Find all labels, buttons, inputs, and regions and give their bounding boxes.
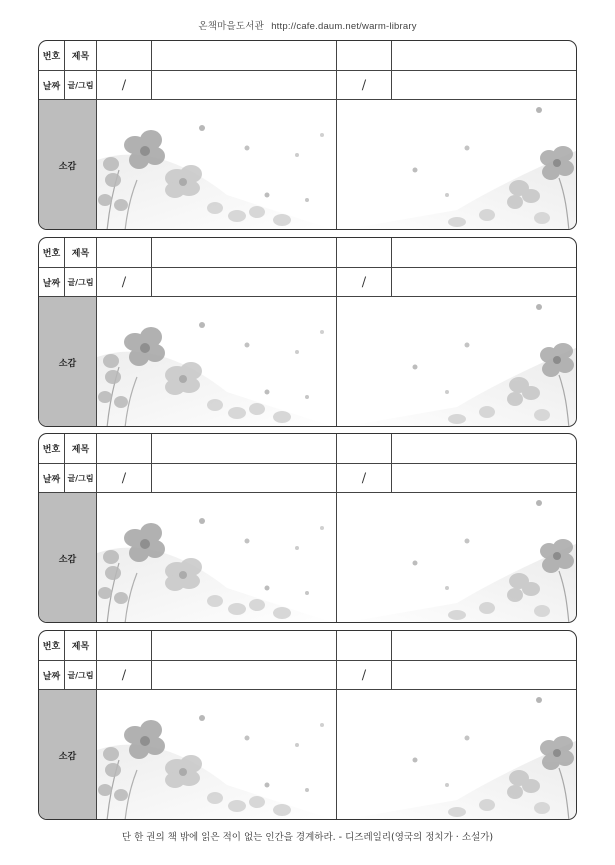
title-field-2[interactable] bbox=[152, 41, 337, 70]
review-row bbox=[39, 690, 576, 820]
title-field-1[interactable] bbox=[97, 434, 152, 463]
library-name: 온책마을도서관 bbox=[198, 21, 264, 32]
title-field-3[interactable] bbox=[337, 631, 392, 660]
review-area-left[interactable] bbox=[97, 493, 337, 623]
title-row bbox=[39, 41, 576, 71]
footer-quote: 단 한 권의 책 밖에 읽은 적이 없는 인간을 경계하라. - 디즈레일리(영국의 정치가 · 소설가) bbox=[121, 832, 494, 843]
date-divider: / bbox=[361, 274, 367, 290]
flower-illustration bbox=[97, 493, 337, 623]
author-field-left[interactable] bbox=[152, 464, 337, 492]
title-field-1[interactable] bbox=[97, 238, 152, 267]
author-field-left[interactable] bbox=[152, 268, 337, 296]
number-label: 번호 bbox=[39, 41, 65, 70]
date-divider: / bbox=[361, 77, 367, 93]
title-field-1[interactable] bbox=[97, 631, 152, 660]
author-field-left[interactable] bbox=[152, 71, 337, 99]
title-field-4[interactable] bbox=[392, 238, 577, 267]
date-divider: / bbox=[121, 77, 127, 93]
date-divider: / bbox=[121, 667, 127, 683]
author-field-right[interactable] bbox=[392, 464, 577, 492]
date-divider: / bbox=[121, 470, 127, 486]
review-label: 소감 bbox=[39, 690, 97, 820]
author-field-right[interactable] bbox=[392, 661, 577, 689]
author-field-right[interactable] bbox=[392, 71, 577, 99]
review-row bbox=[39, 100, 576, 230]
date-label: 날짜 bbox=[39, 268, 65, 296]
date-row bbox=[39, 268, 576, 297]
review-area-right[interactable] bbox=[337, 297, 577, 427]
title-label: 제목 bbox=[65, 238, 97, 267]
number-label: 번호 bbox=[39, 434, 65, 463]
title-row bbox=[39, 631, 576, 661]
date-divider: / bbox=[121, 274, 127, 290]
reading-log-card bbox=[38, 40, 577, 230]
title-field-2[interactable] bbox=[152, 238, 337, 267]
date-row bbox=[39, 464, 576, 493]
date-divider: / bbox=[361, 470, 367, 486]
author-field-right[interactable] bbox=[392, 268, 577, 296]
flower-illustration bbox=[97, 100, 337, 230]
flower-illustration bbox=[337, 493, 577, 623]
date-field-right[interactable] bbox=[337, 661, 392, 689]
title-label: 제목 bbox=[65, 41, 97, 70]
date-field-left[interactable] bbox=[97, 268, 152, 296]
flower-illustration bbox=[337, 690, 577, 820]
title-field-3[interactable] bbox=[337, 238, 392, 267]
date-field-left[interactable] bbox=[97, 464, 152, 492]
review-label: 소감 bbox=[39, 297, 97, 427]
review-area-left[interactable] bbox=[97, 297, 337, 427]
title-row bbox=[39, 238, 576, 268]
review-area-right[interactable] bbox=[337, 100, 577, 230]
page-header bbox=[0, 18, 615, 32]
date-label: 날짜 bbox=[39, 71, 65, 99]
review-label: 소감 bbox=[39, 493, 97, 623]
library-url: http://cafe.daum.net/warm-library bbox=[271, 21, 417, 32]
number-label: 번호 bbox=[39, 238, 65, 267]
review-area-left[interactable] bbox=[97, 100, 337, 230]
date-field-left[interactable] bbox=[97, 661, 152, 689]
author-label: 글/그림 bbox=[65, 268, 97, 296]
reading-log-card bbox=[38, 237, 577, 427]
date-label: 날짜 bbox=[39, 464, 65, 492]
flower-illustration bbox=[97, 690, 337, 820]
date-row bbox=[39, 661, 576, 690]
title-label: 제목 bbox=[65, 631, 97, 660]
flower-illustration bbox=[337, 297, 577, 427]
title-row bbox=[39, 434, 576, 464]
date-row bbox=[39, 71, 576, 100]
title-field-2[interactable] bbox=[152, 631, 337, 660]
review-area-left[interactable] bbox=[97, 690, 337, 820]
date-field-right[interactable] bbox=[337, 268, 392, 296]
review-row bbox=[39, 493, 576, 623]
date-label: 날짜 bbox=[39, 661, 65, 689]
number-label: 번호 bbox=[39, 631, 65, 660]
author-label: 글/그림 bbox=[65, 71, 97, 99]
author-field-left[interactable] bbox=[152, 661, 337, 689]
title-field-4[interactable] bbox=[392, 41, 577, 70]
flower-illustration bbox=[337, 100, 577, 230]
review-row bbox=[39, 297, 576, 427]
author-label: 글/그림 bbox=[65, 464, 97, 492]
title-field-2[interactable] bbox=[152, 434, 337, 463]
flower-illustration bbox=[97, 297, 337, 427]
title-field-3[interactable] bbox=[337, 41, 392, 70]
date-divider: / bbox=[361, 667, 367, 683]
author-label: 글/그림 bbox=[65, 661, 97, 689]
review-label: 소감 bbox=[39, 100, 97, 230]
date-field-right[interactable] bbox=[337, 464, 392, 492]
date-field-left[interactable] bbox=[97, 71, 152, 99]
title-field-4[interactable] bbox=[392, 631, 577, 660]
title-field-1[interactable] bbox=[97, 41, 152, 70]
reading-log-card bbox=[38, 433, 577, 623]
reading-log-card bbox=[38, 630, 577, 820]
date-field-right[interactable] bbox=[337, 71, 392, 99]
review-area-right[interactable] bbox=[337, 493, 577, 623]
review-area-right[interactable] bbox=[337, 690, 577, 820]
title-field-4[interactable] bbox=[392, 434, 577, 463]
title-field-3[interactable] bbox=[337, 434, 392, 463]
title-label: 제목 bbox=[65, 434, 97, 463]
